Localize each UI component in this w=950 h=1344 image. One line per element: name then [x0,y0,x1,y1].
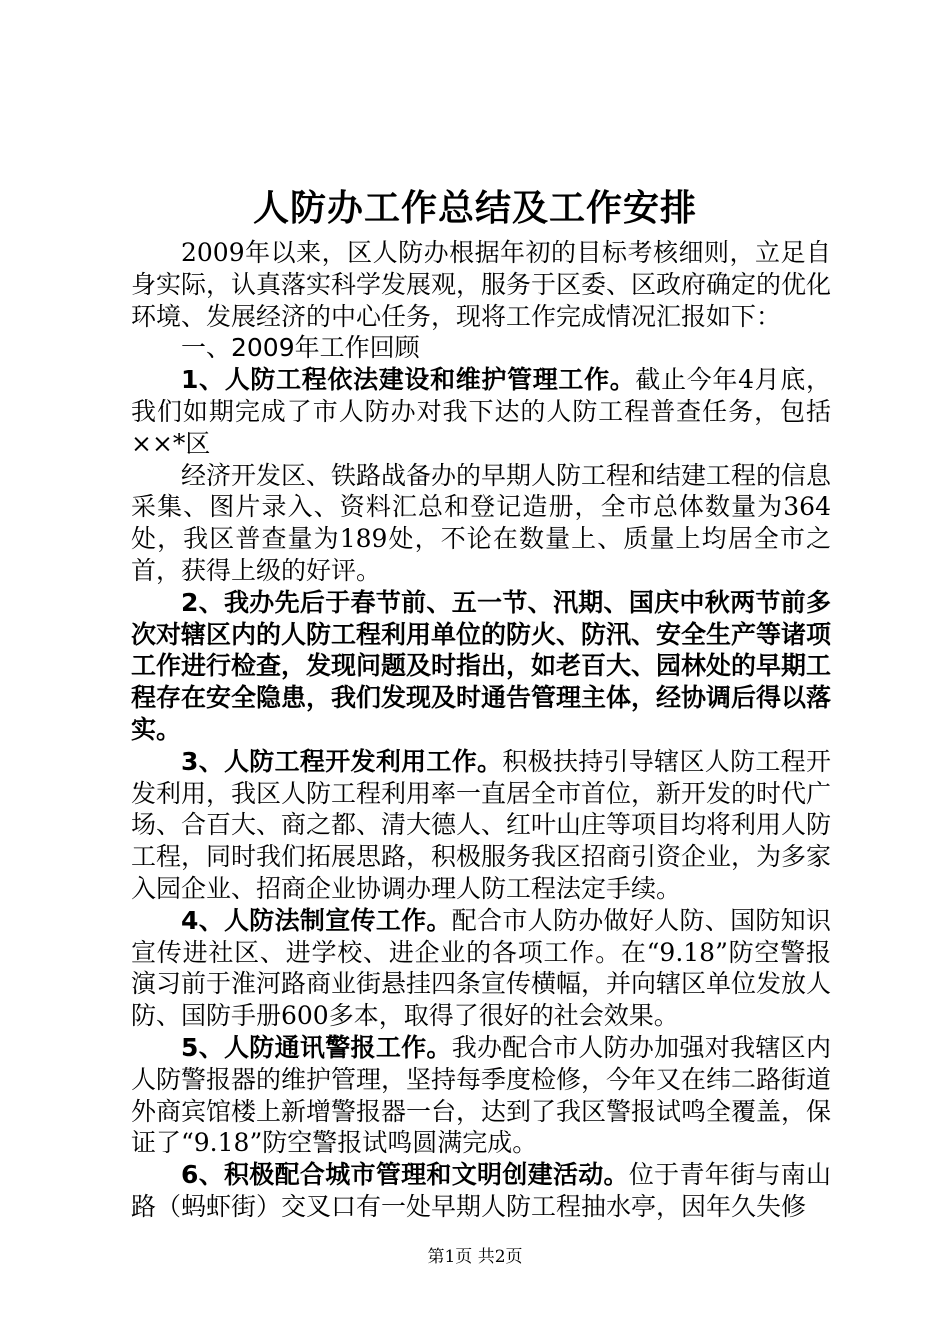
page-footer: 第1页 共2页 [427,1247,523,1267]
item1-lead: 1、人防工程依法建设和维护管理工作。 [181,365,636,395]
item4-lead: 4、人防法制宣传工作。 [181,905,452,935]
item3-text: 积极扶持引导辖区人防工程开发利用，我区人防工程利用率一直居全市首位，新开发的时代广场、合百大、商之都、清大德人、红叶山庄等项目均将利用人防工程，同时我们拓展思路，积极服务我区招商引资企业，为多家入园企业、招商企业协调办理人防工程法定手续。 [131,746,832,903]
item1-paragraph [131,364,831,459]
item2-paragraph: 2、我办先后于春节前、五一节、汛期、国庆中秋两节前多次对辖区内的人防工程利用单位的防火、防汛、安全生产等诸项工作进行检查，发现问题及时指出，如老百大、园林处的早期工程存在安全隐患，我们发现及时通告管理主体，经协调后得以落实。 [131,587,832,744]
item5-paragraph [131,1032,831,1159]
item1-continuation: 经济开发区、铁路战备办的早期人防工程和结建工程的信息采集、图片录入、资料汇总和登记造册，全市总体数量为364处，我区普查量为189处，不论在数量上、质量上均居全市之首，获得上级的好评。 [131,460,832,585]
section-heading-review: 一、2009年工作回顾 [181,333,420,363]
item1-text: 截止今年4月底，我们如期完成了市人防办对我下达的人防工程普查任务，包括××*区 [131,365,831,458]
document-title: 人防办工作总结及工作安排 [252,187,697,229]
document-body [131,237,831,1223]
item3-paragraph [131,746,831,905]
item5-text: 我办配合市人防办加强对我辖区内人防警报器的维护管理，坚持每季度检修，今年又在纬二路街道外商宾馆楼上新增警报器一台，达到了我区警报试鸣全覆盖，保证了“9.18”防空警报试鸣圆满完成。 [131,1032,832,1158]
item4-text: 配合市人防办做好人防、国防知识宣传进社区、进学校、进企业的各项工作。在“9.18”防空警报演习前于淮河路商业街悬挂四条宣传横幅，并向辖区单位发放人防、国防手册600多本，取得了很好的社会效果。 [131,905,832,1031]
item6-lead: 6、积极配合城市管理和文明创建活动。 [181,1160,629,1190]
item4-paragraph [131,905,831,1032]
intro-paragraph: 2009年以来，区人防办根据年初的目标考核细则，立足自身实际，认真落实科学发展观，服务于区委、区政府确定的优化环境、发展经济的中心任务，现将工作完成情况汇报如下： [131,238,832,331]
item6-text: 位于青年街与南山路（蚂虾街）交叉口有一处早期人防工程抽水亭，因年久失修 [131,1160,831,1221]
item6-paragraph [131,1159,831,1223]
item5-lead: 5、人防通讯警报工作。 [181,1032,452,1062]
item3-lead: 3、人防工程开发利用工作。 [181,746,503,776]
